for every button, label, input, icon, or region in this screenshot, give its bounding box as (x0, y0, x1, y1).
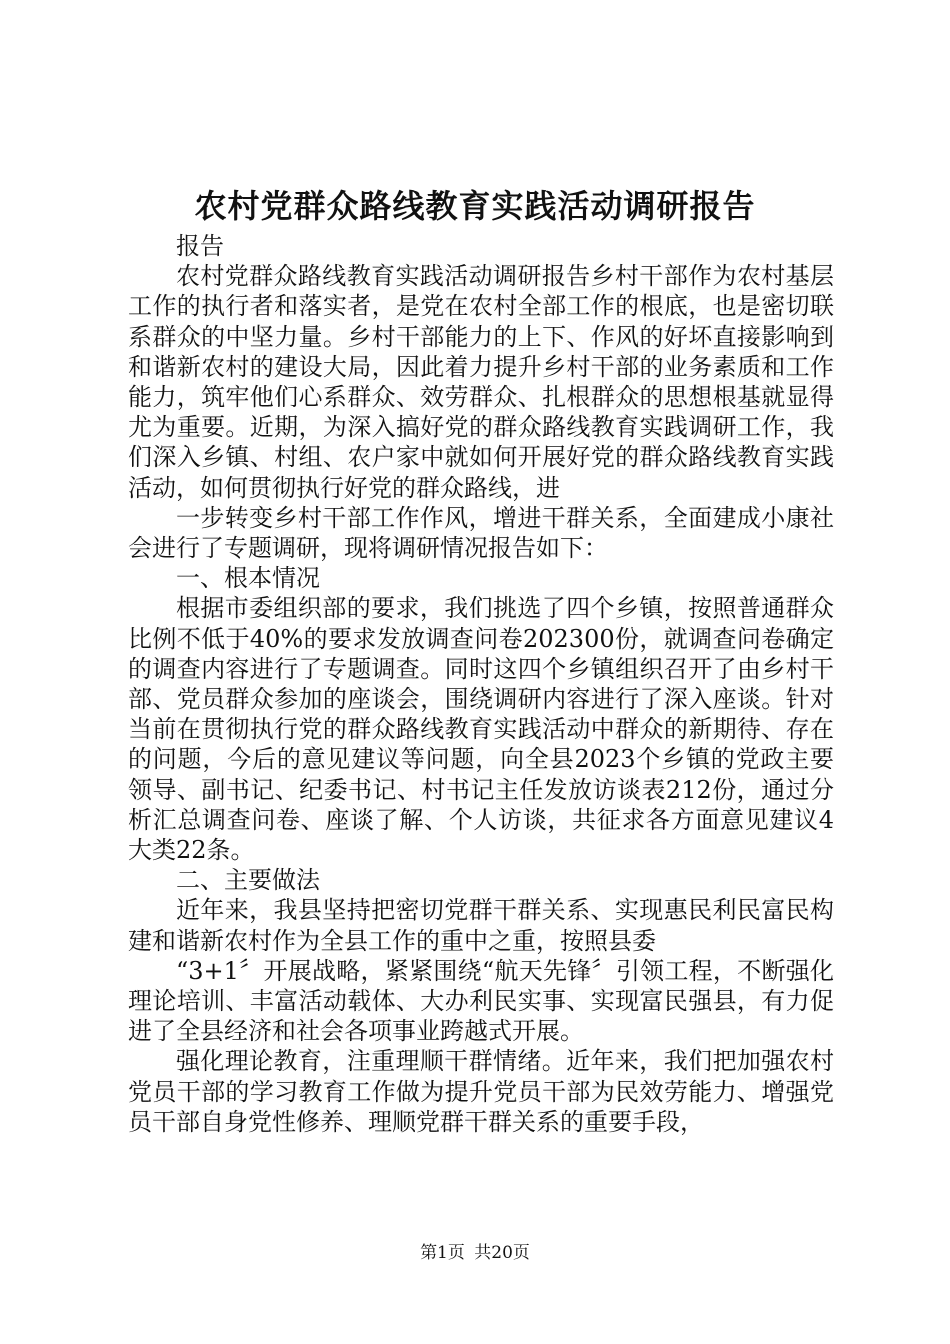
page-number: 第1页 (420, 1243, 465, 1263)
section-heading-main-practices: 二、主要做法 (176, 866, 320, 895)
page-footer (0, 1242, 950, 1264)
paragraph-intro-continued: 一步转变乡村干部工作作风，增进干群关系，全面建成小康社会进行了专题调研，现将调研情况报告如下： (128, 503, 834, 563)
paragraph-intro: 农村党群众路线教育实践活动调研报告乡村干部作为农村基层工作的执行者和落实者，是党在农村全部工作的根底，也是密切联系群众的中坚力量。乡村干部能力的上下、作风的好坏直接影响到和谐新农村的建设大局，因此着力提升乡村干部的业务素质和工作能力，筑牢他们心系群众、效劳群众、扎根群众的思想根基就显得尤为重要。近期，为深入搞好党的群众路线教育实践调研工作，我们深入乡镇、村组、农户家中就如何开展好党的群众路线教育实践活动，如何贯彻执行好党的群众路线，进 (128, 262, 834, 502)
document-title: 农村党群众路线教育实践活动调研报告 (194, 187, 756, 225)
section-heading-basic-situation: 一、根本情况 (176, 564, 320, 593)
paragraph-basic-situation: 根据市委组织部的要求，我们挑选了四个乡镇，按照普通群众比例不低于40%的要求发放调查问卷202300份，就调查问卷确定的调查内容进行了专题调查。同时这四个乡镇组织召开了由乡村干部、党员群众参加的座谈会，围绕调研内容进行了深入座谈。针对当前在贯彻执行党的群众路线教育实践活动中群众的新期待、存在的问题，今后的意见建议等问题，向全县2023个乡镇的党政主要领导、副书记、纪委书记、村书记主任发放访谈表212份，通过分析汇总调查问卷、座谈了解、个人访谈，共征求各方面意见建议4大类22条。 (128, 594, 834, 865)
paragraph-strategy: “3+1〞开展战略，紧紧围绕“航天先锋〞引领工程，不断强化理论培训、丰富活动载体、大办利民实事、实现富民强县，有力促进了全县经济和社会各项事业跨越式开展。 (128, 956, 834, 1046)
page-total: 共20页 (474, 1243, 530, 1263)
paragraph-report-label: 报告 (176, 232, 224, 260)
paragraph-theory-education: 强化理论教育，注重理顺干群情绪。近年来，我们把加强农村党员干部的学习教育工作做为提升党员干部为民效劳能力、增强党员干部自身党性修养、理顺党群干群关系的重要手段， (128, 1047, 834, 1136)
paragraph-main-practices: 近年来，我县坚持把密切党群干群关系、实现惠民利民富民构建和谐新农村作为全县工作的重中之重，按照县委 (128, 896, 834, 955)
document-body (128, 231, 834, 1137)
